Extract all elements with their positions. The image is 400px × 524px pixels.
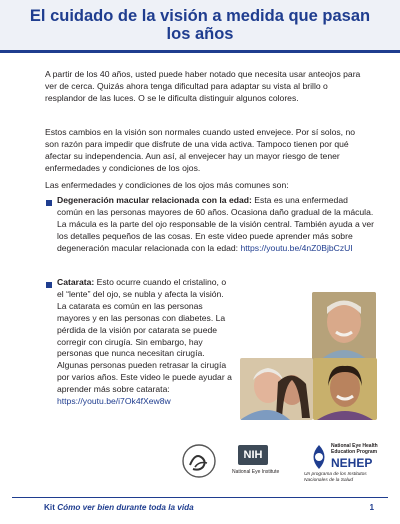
photo-older-man bbox=[312, 292, 376, 362]
normal-changes-paragraph: Estos cambios en la visión son normales cuando usted envejece. Por sí solos, no son razón para impedir que disfrute de una vida activa. Tampoco tienen por qué afectar su independencia. Aun así, al envejecer hay un mayor riesgo de tener enfermedades y condiciones de los ojos. bbox=[45, 127, 356, 173]
condition-item-amd bbox=[57, 195, 375, 255]
bullet-square bbox=[46, 282, 52, 288]
footer-divider bbox=[12, 497, 388, 498]
nehep-eye-icon bbox=[308, 443, 330, 471]
nih-logo-text: NIH bbox=[243, 449, 263, 461]
nih-logo bbox=[238, 445, 268, 465]
intro-paragraph: A partir de los 40 años, usted puede haber notado que necesita usar anteojos para ver de cerca. Quizás ahora tenga dificultad para adaptar su vista al brillo o resplandor de las luces. O se le dificulta distinguir algunos colores. bbox=[45, 69, 361, 103]
condition-term: Degeneración macular relacionada con la edad: bbox=[57, 195, 252, 205]
footer-kit-name: Cómo ver bien durante toda la vida bbox=[57, 503, 194, 512]
nehep-tagline: Un programa de los Institutos Nacionales de la Salud bbox=[304, 472, 367, 483]
page-title: El cuidado de la visión a medida que pasan los años bbox=[29, 7, 371, 43]
video-link-amd[interactable]: https://youtu.be/4nZ0BjbCzUI bbox=[240, 242, 353, 253]
nehep-wordmark: NEHEP bbox=[331, 456, 373, 470]
hhs-logo bbox=[181, 443, 217, 479]
nehep-program-label: National Eye Health Education Program bbox=[331, 443, 378, 455]
page-number: 1 bbox=[369, 503, 374, 512]
bullet-square bbox=[46, 200, 52, 206]
photo-two-women bbox=[240, 358, 313, 420]
video-link-cataract[interactable]: https://youtu.be/i7Ok4fXew8w bbox=[57, 396, 171, 407]
condition-term: Catarata: bbox=[57, 277, 95, 287]
footer-kit-title bbox=[44, 503, 194, 512]
nei-label: National Eye Institute bbox=[232, 469, 280, 475]
condition-text: Esta es una enfermedad común en las personas mayores de 60 años. Ocasiona daño gradual de la mácula. La mácula es la parte del ojo responsable de la visión central. También ayuda a ver los detalles pequeños de las cosas. En este video puede aprender más sobre degeneración macular relacionada con la edad: bbox=[57, 195, 375, 253]
condition-item-cataract bbox=[57, 277, 235, 408]
footer-kit-label: Kit bbox=[44, 503, 55, 512]
photo-smiling-woman bbox=[313, 358, 377, 420]
condition-text: Esto ocurre cuando el cristalino, o el “lente” del ojo, se nubla y afecta la visión. La catarata es común en las personas mayores y en las personas con diabetes. La pérdida de la visión por catarata se puede corregir con cirugía. Sin embargo, hay personas que nunca necesitan cirugía. Algunas personas pueden retrasar la cirugía por varios años. Este video le puede ayudar a aprender más sobre catarata: bbox=[57, 277, 232, 395]
common-conditions-intro: Las enfermedades y condiciones de los ojos más comunes son: bbox=[45, 180, 289, 190]
